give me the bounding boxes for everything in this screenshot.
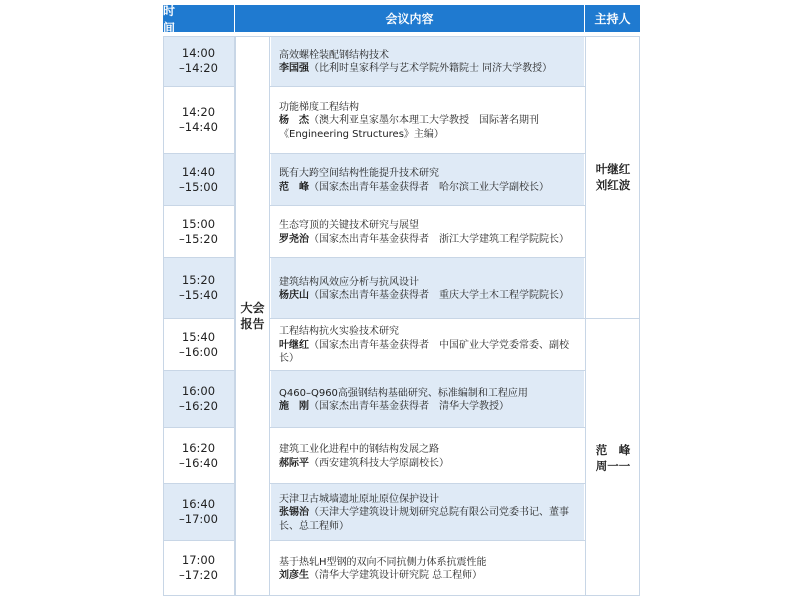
speaker-name: 施 刚	[279, 401, 309, 412]
time-end: –17:00	[179, 512, 218, 526]
time-cell	[163, 371, 234, 427]
content-cell	[271, 319, 584, 370]
speaker-line	[279, 400, 578, 414]
speaker-affiliation: （国家杰出青年基金获得者 清华大学教授）	[309, 401, 509, 412]
speaker-affiliation: （国家杰出青年基金获得者 哈尔滨工业大学副校长）	[309, 181, 549, 193]
speaker-name: 罗尧治	[279, 233, 309, 245]
time-cell	[163, 484, 234, 540]
speaker-affiliation: （澳大利亚皇家墨尔本理工大学教授 国际著名期刊《Engineering Structures》主编）	[279, 115, 539, 140]
speaker-name: 刘彦生	[279, 570, 309, 581]
speaker-line	[279, 457, 578, 471]
speaker-name: 郝际平	[279, 457, 309, 469]
speaker-name: 杨 杰	[279, 115, 309, 127]
host-name: 周一一	[595, 458, 631, 473]
speaker-affiliation: （西安建筑科技大学原副校长）	[309, 457, 449, 469]
time-end: –16:00	[179, 344, 218, 359]
talk-title: 建筑结构风效应分析与抗风设计	[279, 276, 419, 288]
talk-title: 建筑工业化进程中的钢结构发展之路	[279, 444, 439, 455]
speaker-line	[279, 506, 578, 533]
speaker-affiliation: （天津大学建筑设计规划研究总院有限公司党委书记、董事长、总工程师）	[279, 507, 569, 532]
time-start: 17:00	[181, 553, 216, 567]
time-start: 15:00	[181, 216, 216, 231]
talk-title: 生态穹顶的关键技术研究与展望	[279, 220, 419, 231]
time-start: 14:00	[181, 46, 216, 60]
header-host: 主持人	[585, 5, 640, 32]
time-start: 15:40	[181, 329, 216, 344]
time-cell	[163, 319, 234, 370]
time-start: 16:20	[181, 440, 216, 455]
content-cell	[271, 484, 584, 540]
time-end: –15:20	[179, 231, 218, 246]
column-divider	[234, 36, 235, 596]
talk-title: Q460–Q960高强钢结构基础研究、标准编制和工程应用	[279, 387, 528, 399]
speaker-affiliation: （比利时皇家科学与艺术学院外籍院士 同济大学教授）	[309, 63, 553, 74]
host-cell	[585, 319, 640, 596]
agenda-table	[163, 5, 640, 596]
time-cell	[163, 206, 234, 257]
time-cell	[163, 258, 234, 318]
speaker-line	[279, 569, 578, 583]
speaker-name: 叶继红	[279, 339, 309, 351]
speaker-affiliation: （清华大学建筑设计研究院 总工程师）	[309, 570, 483, 581]
time-end: –15:00	[179, 179, 218, 194]
speaker-line	[279, 114, 578, 141]
content-cell	[271, 371, 584, 427]
time-end: –14:40	[179, 120, 218, 134]
time-end: –16:40	[179, 455, 218, 470]
talk-title: 功能梯度工程结构	[279, 101, 359, 113]
speaker-affiliation: （国家杰出青年基金获得者 中国矿业大学党委常委、副校长）	[279, 339, 569, 365]
time-cell	[163, 428, 234, 483]
speaker-name: 李国强	[279, 63, 309, 74]
time-end: –17:20	[179, 568, 218, 582]
content-cell	[271, 428, 584, 483]
speaker-line	[279, 339, 578, 366]
host-cell	[585, 36, 640, 319]
agenda-grid	[163, 36, 640, 596]
time-end: –14:20	[179, 61, 218, 75]
session-label: 大会报告	[240, 301, 265, 331]
time-start: 16:40	[181, 497, 216, 511]
speaker-line	[279, 289, 578, 303]
time-cell	[163, 154, 234, 205]
talk-title: 天津卫古城墙遗址原址原位保护设计	[279, 493, 439, 505]
time-cell	[163, 36, 234, 86]
talk-title: 高效螺栓装配钢结构技术	[279, 49, 389, 61]
content-cell	[271, 87, 584, 153]
host-name: 叶继红	[595, 162, 631, 176]
speaker-line	[279, 181, 578, 195]
time-start: 16:00	[181, 384, 216, 398]
speaker-name: 范 峰	[279, 181, 309, 193]
time-end: –16:20	[179, 399, 218, 413]
content-cell	[271, 36, 584, 86]
time-start: 15:20	[181, 273, 216, 287]
host-name: 范 峰	[595, 442, 631, 457]
speaker-name: 杨庆山	[279, 290, 309, 301]
time-start: 14:40	[181, 164, 216, 179]
speaker-name: 张锡治	[279, 507, 309, 519]
content-cell	[271, 541, 584, 595]
content-cell	[271, 258, 584, 318]
time-cell	[163, 87, 234, 153]
talk-title: 基于热轧H型钢的双向不同抗侧力体系抗震性能	[279, 556, 487, 568]
talk-title: 工程结构抗火实验技术研究	[279, 326, 399, 338]
talk-title: 既有大跨空间结构性能提升技术研究	[279, 168, 439, 179]
speaker-affiliation: （国家杰出青年基金获得者 浙江大学建筑工程学院院长）	[309, 233, 569, 245]
time-end: –15:40	[179, 288, 218, 302]
speaker-line	[279, 233, 578, 247]
header-content: 会议内容	[235, 5, 584, 32]
session-label-cell	[235, 36, 270, 596]
time-cell	[163, 541, 234, 595]
header-time: 时 间	[163, 5, 234, 32]
content-cell	[271, 154, 584, 205]
host-name: 刘红波	[595, 178, 631, 192]
speaker-affiliation: （国家杰出青年基金获得者 重庆大学土木工程学院院长）	[309, 290, 569, 301]
time-start: 14:20	[181, 105, 216, 119]
content-cell	[271, 206, 584, 257]
speaker-line	[279, 62, 578, 76]
